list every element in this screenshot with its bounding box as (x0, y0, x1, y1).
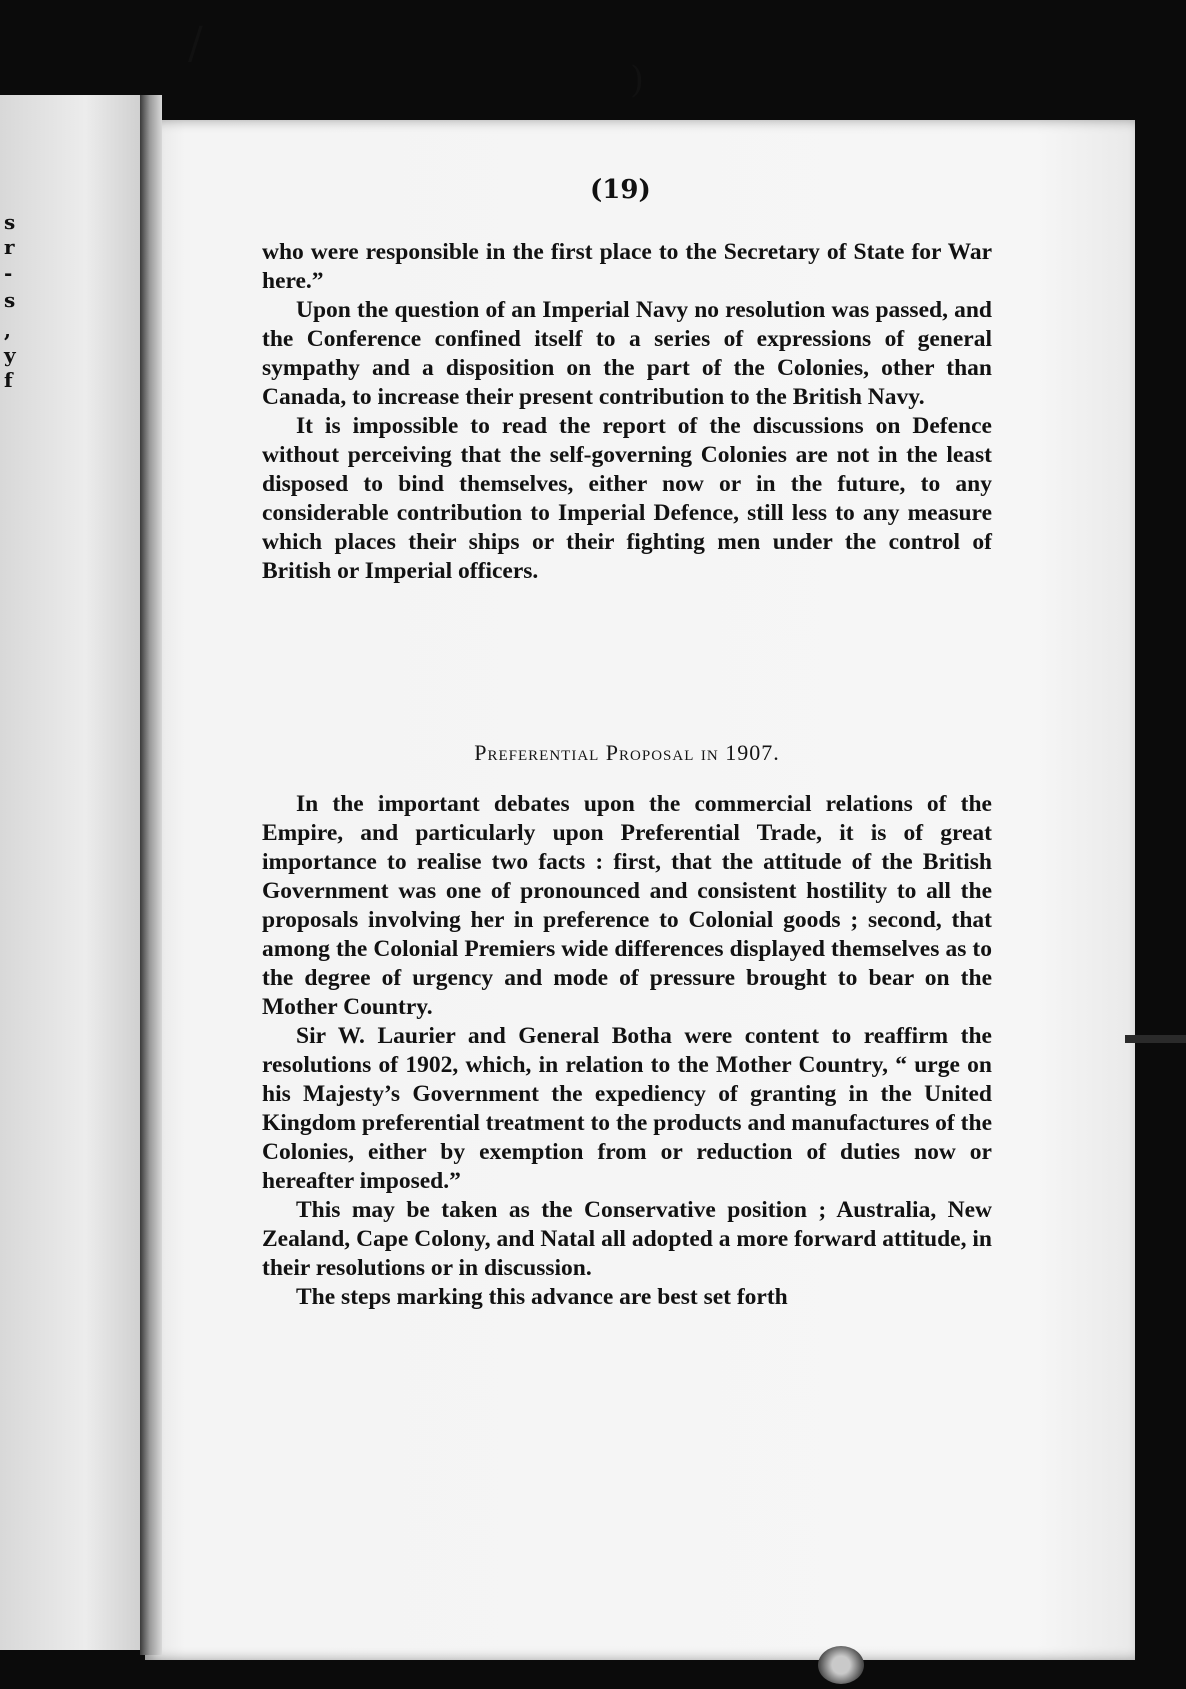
facing-page-fragment: f (4, 368, 13, 392)
book-gutter (140, 95, 162, 1655)
facing-page-fragment: r (4, 235, 15, 259)
scan-blot (818, 1646, 864, 1684)
section-heading: Preferential Proposal in 1907. (474, 740, 780, 765)
body-text-bottom (262, 790, 992, 1312)
facing-page-fragment: - (4, 261, 13, 285)
facing-page-edge (0, 95, 142, 1650)
handwritten-mark: ) (630, 60, 645, 101)
paragraph: This may be taken as the Conservative position ; Australia, New Zealand, Cape Colony, and Natal all adopted a more forward attitude, in their resolutions or in discussion. (262, 1197, 992, 1281)
paragraph: Upon the question of an Imperial Navy no resolution was passed, and the Conference confined itself to a series of expressions of general sympathy and a disposition on the part of the Colonies, other than Canada, to increase their present contribution to the British Navy. (262, 297, 992, 410)
paragraph: who were responsible in the first place to the Secretary of State for War here.” (262, 239, 992, 294)
facing-page-fragment: s (4, 288, 16, 312)
page-number: (19) (590, 175, 651, 205)
facing-page-fragment: , (4, 318, 11, 342)
scan-edge-mark (1125, 1035, 1186, 1043)
paragraph: The steps marking this advance are best set forth (296, 1284, 788, 1310)
paragraph: In the important debates upon the commercial relations of the Empire, and particularly upon Preferential Trade, it is of great importance to realise two facts : first, that the attitude of the British Government was one of pronounced and consistent hostility to all the proposals involving her in preference to Colonial goods ; second, that among the Colonial Premiers wide differences displayed themselves as to the degree of urgency and mode of pressure brought to bear on the Mother Country. (262, 791, 992, 1020)
facing-page-fragment: y (4, 343, 16, 367)
paragraph: It is impossible to read the report of the discussions on Defence without perceiving that the self-governing Colonies are not in the least disposed to bind themselves, either now or in the future, to any considerable contribution to Imperial Defence, still less to any measure which places their ships or their fighting men under the control of British or Imperial officers. (262, 413, 992, 584)
facing-page-fragment: s (4, 210, 16, 234)
handwritten-mark: / (188, 18, 203, 69)
paragraph: Sir W. Laurier and General Botha were content to reaffirm the resolutions of 1902, which, in relation to the Mother Country, “ urge on his Majesty’s Government the expediency of granting in the United Kingdom preferential treatment to the products and manufactures of the Colonies, either by exemption from or reduction of duties now or hereafter imposed.” (262, 1023, 992, 1194)
body-text-top (262, 238, 992, 586)
